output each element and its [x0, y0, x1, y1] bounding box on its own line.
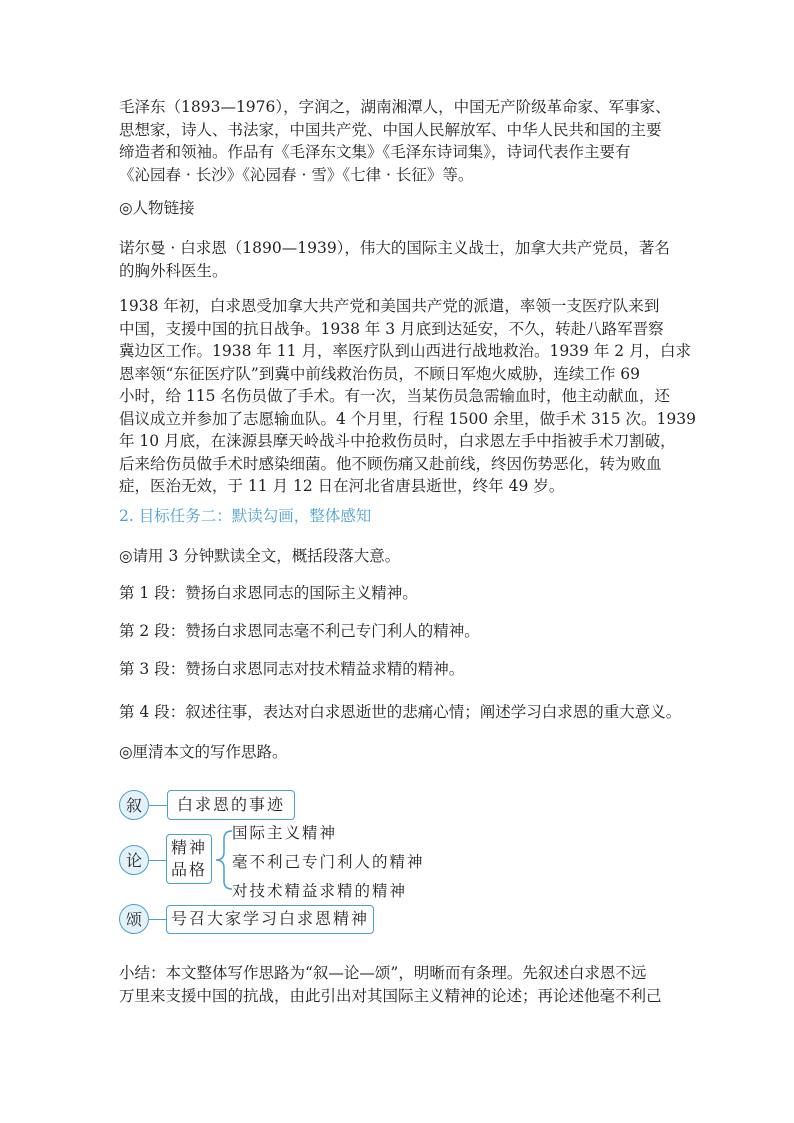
section-summary-1: 第 1 段：赞扬白求恩同志的国际主义精神。 — [119, 584, 418, 602]
bethune-intro-paragraph — [119, 237, 689, 282]
summary-paragraph — [119, 962, 689, 1007]
narrate-tag: 叙 — [119, 790, 149, 820]
text-line: 后来给伤员做手术时感染细菌。他不顾伤痛又赴前线，终因伤势恶化，转为败血 — [119, 454, 662, 473]
argue-box-line: 品格 — [170, 860, 207, 879]
praise-box: 号召大家学习白求恩精神 — [166, 905, 374, 934]
argue-box — [166, 834, 212, 884]
text-line: 诺尔曼 · 白求恩（1890—1939），伟大的国际主义战士，加拿大共产党员，著名 — [119, 239, 670, 257]
task2-prompt: ◎请用 3 分钟默读全文，概括段落大意。 — [119, 547, 401, 565]
text-line: 1938 年初，白求恩受加拿大共产党和美国共产党的派遣，率领一支医疗队来到 — [119, 297, 660, 315]
task2-heading: 2. 目标任务二：默读勾画，整体感知 — [119, 507, 372, 525]
text-line: 倡议成立并参加了志愿输血队。4 个月里，行程 1500 余里，做手术 315 次。1939 — [119, 409, 696, 428]
text-line: 年 10 月底，在涞源县摩天岭战斗中抢救伤员时，白求恩左手中指被手术刀割破， — [119, 432, 676, 450]
narrate-box: 白求恩的事迹 — [167, 790, 295, 820]
text-line: 小时，给 115 名伤员做了手术。有一次，当某伤员急需输血时，他主动献血，还 — [119, 387, 670, 405]
text-line: 恩率领“东征医疗队”到冀中前线救治伤员，不顾日军炮火威胁，连续工作 69 — [119, 364, 641, 383]
section-summary-2: 第 2 段：赞扬白求恩同志毫不利己专门利人的精神。 — [119, 622, 480, 640]
text-line: 毛泽东（1893—1976），字润之，湖南湘潭人，中国无产阶级革命家、军事家、 — [119, 98, 671, 116]
bethune-story-paragraph — [119, 295, 696, 498]
brace-icon — [212, 825, 234, 895]
connector-line — [149, 805, 167, 806]
text-line: 万里来支援中国的抗战，由此引出对其国际主义精神的论述；再论述他毫不利己 — [119, 986, 662, 1005]
text-line: 冀边区工作。1938 年 11 月，率医疗队到山西进行战地救治。1939 年 2 月，白求 — [119, 342, 692, 360]
section-summary-4: 第 4 段：叙述往事，表达对白求恩逝世的悲痛心情；阐述学习白求恩的重大意义。 — [119, 703, 682, 721]
text-line: 症，医治无效，于 11 月 12 日在河北省唐县逝世，终年 49 岁。 — [119, 477, 565, 495]
text-line: 缔造者和领袖。作品有《毛泽东文集》《毛泽东诗词集》，诗词代表作主要有 — [119, 143, 631, 161]
argue-item: 毫不利己专门利人的精神 — [232, 853, 425, 871]
argue-tag: 论 — [119, 845, 149, 875]
argue-item: 对技术精益求精的精神 — [232, 882, 408, 900]
section-summary-3: 第 3 段：赞扬白求恩同志对技术精益求精的精神。 — [119, 660, 465, 678]
text-line: 思想家，诗人、书法家，中国共产党、中国人民解放军、中华人民共和国的主要 — [119, 120, 662, 139]
connector-line — [149, 919, 166, 920]
text-line: 的胸外科医生。 — [119, 261, 228, 280]
structure-prompt: ◎厘清本文的写作思路。 — [119, 743, 288, 761]
mao-intro-paragraph — [119, 96, 689, 186]
text-line: 中国，支援中国的抗日战争。1938 年 3 月底到达延安，不久，转赴八路军晋察 — [119, 319, 664, 338]
text-line: 《沁园春 · 长沙》《沁园春 · 雪》《七律 · 长征》等。 — [119, 165, 474, 184]
text-line: 小结：本文整体写作思路为“叙—论—颂”，明晰而有条理。先叙述白求恩不远 — [119, 964, 647, 982]
argue-box-line: 精神 — [170, 838, 207, 857]
argue-item: 国际主义精神 — [232, 824, 338, 842]
praise-tag: 颂 — [119, 904, 149, 934]
link-heading: ◎人物链接 — [119, 199, 195, 217]
connector-line — [149, 860, 166, 861]
